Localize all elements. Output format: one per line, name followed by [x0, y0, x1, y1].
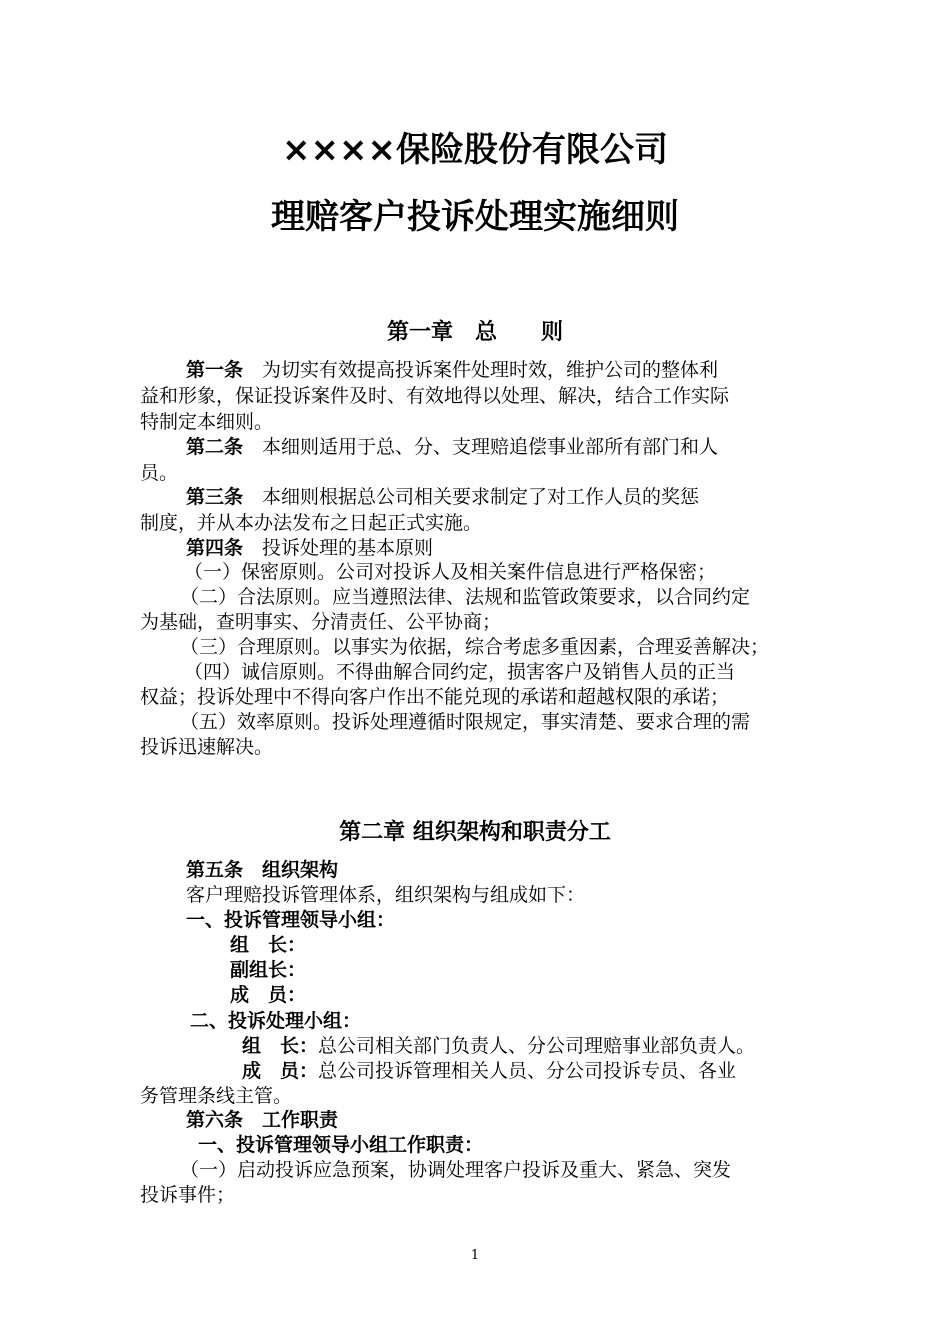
group-2-member-label: 成 员： [242, 1060, 319, 1082]
article-2-line1 [186, 434, 718, 460]
group-1-leader: 组 长： [230, 934, 307, 956]
article-3-line2: 制度，并从本办法发布之日起正式实施。 [140, 512, 483, 534]
principle-4-line1: （四）诚信原则。不得曲解合同约定，损害客户及销售人员的正当 [184, 661, 736, 683]
principle-5-line2: 投诉迅速解决。 [140, 736, 274, 758]
group-2-member-line2: 务管理条线主管。 [140, 1085, 293, 1107]
principle-5-line1: （五）效率原则。投诉处理遵循时限规定，事实清楚、要求合理的需 [180, 711, 751, 733]
article-1-line1 [186, 357, 718, 383]
group-1-deputy: 副组长： [230, 959, 307, 981]
article-3-label: 第三条 [186, 486, 244, 508]
article-2-line2: 员。 [140, 462, 179, 484]
article-5-heading: 第五条 组织架构 [186, 859, 339, 881]
article-1-label: 第一条 [186, 359, 244, 381]
group-2-leader-text: 总公司相关部门负责人、分公司理赔事业部负责人。 [318, 1035, 756, 1057]
article-5-intro: 客户理赔投诉管理体系，组织架构与组成如下： [186, 884, 586, 906]
duty-1-heading: 一、投诉管理领导小组工作职责： [198, 1134, 484, 1156]
chapter-2-heading: 第二章 组织架构和职责分工 [339, 819, 611, 845]
principle-3: （三）合理原则。以事实为依据，综合考虑多重因素，合理妥善解决； [180, 636, 770, 658]
group-1-heading: 一、投诉管理领导小组： [186, 909, 396, 931]
page-number: 1 [470, 1248, 480, 1263]
article-3-line1 [186, 484, 699, 510]
article-4-text: 投诉处理的基本原则 [262, 537, 434, 559]
principle-1: （一）保密原则。公司对投诉人及相关案件信息进行严格保密； [184, 561, 717, 583]
group-1-member: 成 员： [230, 984, 307, 1006]
article-1-text: 为切实有效提高投诉案件处理时效，维护公司的整体利 [262, 359, 719, 381]
article-1-line3: 特制定本细则。 [140, 411, 274, 433]
principle-2-line1: （二）合法原则。应当遵照法律、法规和监管政策要求，以合同约定 [180, 586, 751, 608]
article-6-heading: 第六条 工作职责 [186, 1109, 339, 1131]
group-2-member-text: 总公司投诉管理相关人员、分公司投诉专员、各业 [318, 1060, 737, 1082]
chapter-1-heading: 第一章 总 则 [386, 319, 563, 345]
doc-title-company: ××××保险股份有限公司 [282, 130, 668, 170]
group-2-leader-line [242, 1033, 755, 1059]
article-3-text: 本细则根据总公司相关要求制定了对工作人员的奖惩 [262, 486, 700, 508]
group-2-leader-label: 组 长： [242, 1035, 319, 1057]
principle-4-line2: 权益；投诉处理中不得向客户作出不能兑现的承诺和超越权限的承诺； [140, 686, 730, 708]
article-4-label: 第四条 [186, 537, 244, 559]
article-2-label: 第二条 [186, 436, 244, 458]
duty-1-item1-line2: 投诉事件； [140, 1184, 236, 1206]
group-2-heading: 二、投诉处理小组： [190, 1010, 362, 1032]
article-2-text: 本细则适用于总、分、支理赔追偿事业部所有部门和人 [262, 436, 719, 458]
group-2-member-line [242, 1058, 736, 1084]
principle-2-line2: 为基础，查明事实、分清责任、公平协商； [140, 611, 502, 633]
article-4-line1 [186, 535, 433, 561]
article-1-line2: 益和形象，保证投诉案件及时、有效地得以处理、解决，结合工作实际 [140, 385, 730, 407]
duty-1-item1-line1: （一）启动投诉应急预案，协调处理客户投诉及重大、紧急、突发 [180, 1159, 732, 1181]
doc-title-subject: 理赔客户投诉处理实施细则 [271, 197, 679, 237]
